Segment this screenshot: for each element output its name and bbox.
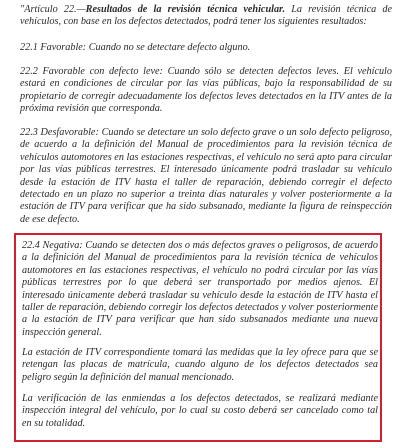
- article-intro: La revisión técnica de vehículos, con base en los defectos detectados, podrá tener los siguientes resultados:: [20, 4, 392, 28]
- article-22-heading: [20, 4, 392, 29]
- highlight-box: [14, 233, 382, 442]
- article-title: Resultados de la revisión técnica vehicular.: [85, 4, 285, 15]
- paragraph-22-3: 22.3 Desfavorable: Cuando se detectare un solo defecto grave o un solo defecto peligroso, de acuerdo a la definición del Manual de procedimientos para la revisión técnica de vehículos automotores en las estaciones respectivas, el vehículo no será apto para circular por las vías públicas terrestres. El interesado únicamente podrá trasladar su vehículo desde la estación de ITV hasta el taller de reparación, debiendo corregir el defecto detectado en un plazo no superior a treinta días naturales y volver posteriormente a la estación de ITV para verificar que ha sido subsanado, mediante la figura de reinspección de ese defecto.: [20, 127, 392, 225]
- paragraph-22-1: 22.1 Favorable: Cuando no se detectare defecto alguno.: [20, 42, 251, 53]
- article-number: "Artículo 22.—: [20, 4, 86, 15]
- paragraph-22-4: 22.4 Negativa: Cuando se detecten dos o más defectos graves o peligrosos, de acuerdo a la definición del Manual de procedimientos para la revisión técnica de vehículos automotores en las estaciones respectivas, el vehículo no podrá circular por las vías públicas terrestres por lo que deberá ser transportado por medios ajenos. El interesado únicamente deberá trasladar su vehículo desde la estación de ITV hasta el taller de reparación, debiendo corregir los defectos detectados y volver posteriormente a la estación de ITV para verificar que han sido subsanados mediante una nueva inspección general.: [22, 240, 379, 338]
- paragraph-22-2: 22.2 Favorable con defecto leve: Cuando sólo se detecten defectos leves. El vehículo estará en condiciones de circular por las vías públicas, bajo la responsabilidad de su propietario de corregir adecuadamente los defectos leves detectados en la ITV antes de la próxima revisión que corresponda.: [20, 66, 392, 115]
- paragraph-22-4-plates: La estación de ITV correspondiente tomará las medidas que la ley ofrece para que se retengan las placas de matrícula, cuando alguno de los defectos detectados sea peligro según la definición del manual mencionado.: [22, 347, 378, 383]
- paragraph-22-4-verification: La verificación de las enmiendas a los defectos detectados, se realizará mediante inspección integral del vehículo, por lo cual su costo deberá ser cancelado como tal en su totalidad.: [22, 393, 378, 429]
